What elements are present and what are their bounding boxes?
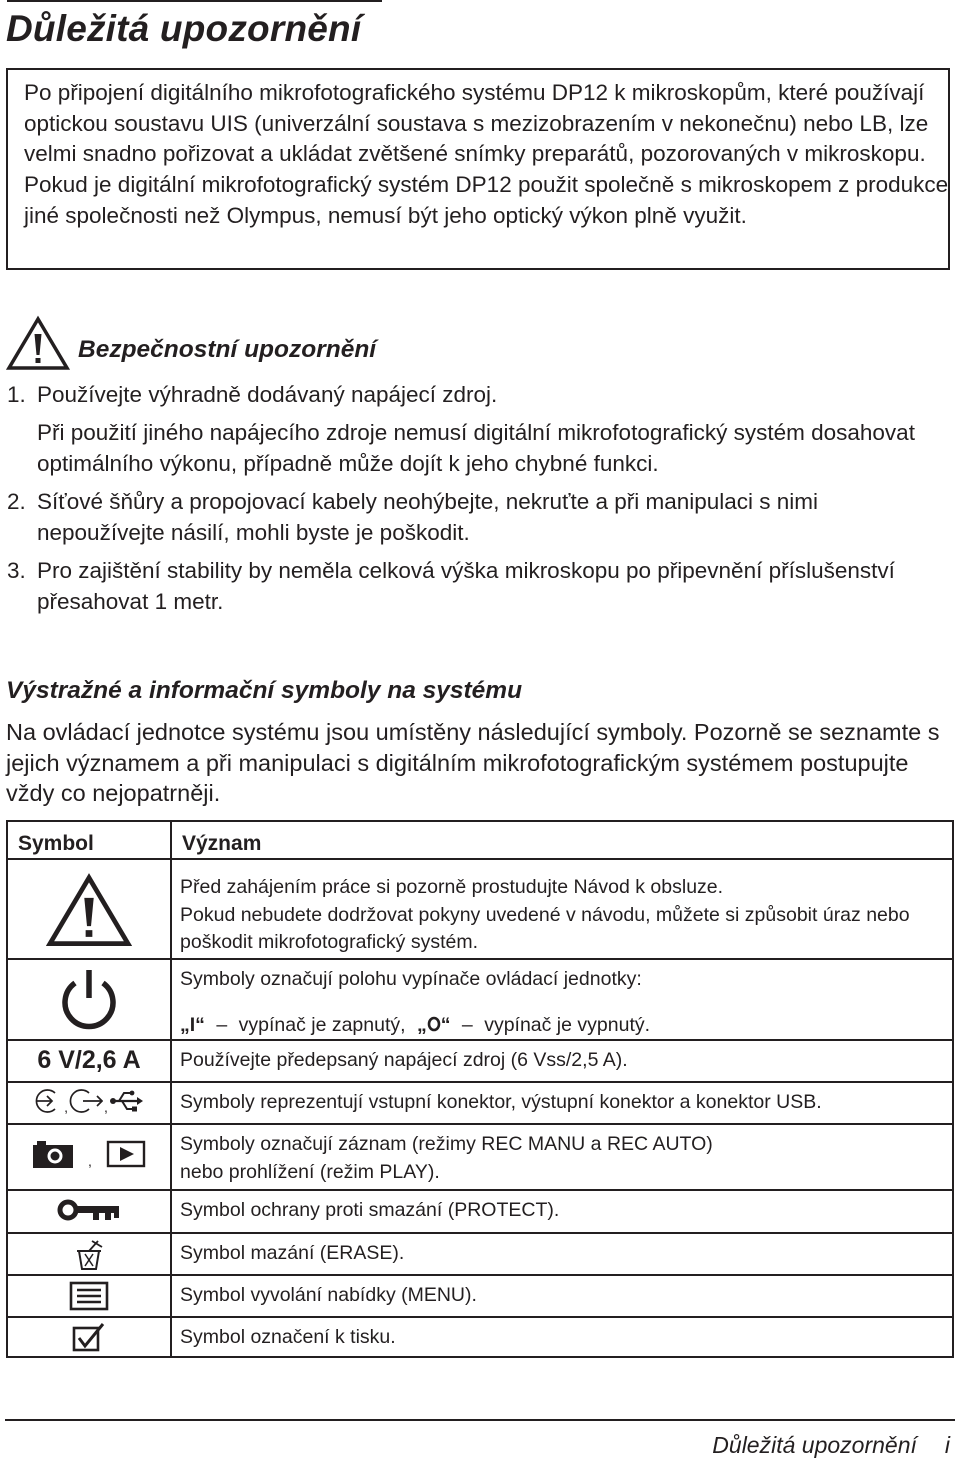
symbol-cell: [7, 859, 171, 959]
symbol-cell: , ,: [7, 1082, 171, 1124]
meaning-line: Symbol ochrany proti smazání (PROTECT).: [180, 1199, 560, 1221]
symbol-cell: [7, 1317, 171, 1357]
safety-item-number: 3.: [7, 558, 26, 583]
key-icon: [57, 1199, 121, 1223]
input-connector-icon: [35, 1087, 63, 1115]
meaning-line: Používejte předepsaný napájecí zdroj (6 Vss/2,5 A).: [180, 1049, 628, 1071]
meaning-cell: [171, 859, 953, 959]
table-row: [7, 1190, 953, 1233]
symbol-cell: [7, 1190, 171, 1233]
usb-icon: [109, 1089, 143, 1113]
play-icon: [106, 1140, 146, 1168]
on-symbol: „I“: [180, 1013, 205, 1036]
safety-item-number: 1.: [7, 382, 26, 407]
safety-item-number: 2.: [7, 489, 26, 514]
meaning-cell: [171, 1317, 953, 1357]
voltage-symbol: 6 V/2,6 A: [37, 1046, 141, 1074]
intro-text: Po připojení digitálního mikrofotografického systému DP12 k mikroskopům, které používají optickou soustavu UIS (univerzální soustava s mezizobrazením v nekonečnu) nebo LB, lze velmi snadno pořizovat a ukládat zvětšené snímky preparátů, pozorovaných v mikroskopu. Pokud je digitální mikrofotografický systém DP12 použit společně s mikroskopem z produkce jiné společnosti než Olympus, nemusí být jeho optický výkon plně využit.: [24, 80, 949, 228]
power-icon: [56, 968, 122, 1030]
safety-item-text: Síťové šňůry a propojovací kabely neohýbejte, nekruťte a při manipulaci s nimi nepoužívejte násilí, mohli byste je poškodit.: [37, 489, 819, 545]
meaning-line: Symbol vyvolání nabídky (MENU).: [180, 1284, 477, 1306]
symbols-section-intro: Na ovládací jednotce systému jsou umístěny následující symboly. Pozorně se seznamte s jejich významem a při manipulaci s digitálním mikrofotografickým systémem postupujte vždy co nejopatrněji.: [6, 719, 940, 807]
table-row: [7, 1082, 953, 1124]
symbol-cell: [7, 1275, 171, 1317]
footer: [712, 1432, 950, 1459]
off-text: vypínač je vypnutý.: [484, 1013, 651, 1036]
table-row: [7, 959, 953, 1040]
meaning-cell: [171, 1040, 953, 1082]
symbol-cell: [7, 959, 171, 1040]
page-number: i: [944, 1432, 950, 1458]
meaning-line: Symbol označení k tisku.: [180, 1326, 396, 1348]
table-row: [7, 1233, 953, 1275]
intro-box: [6, 68, 950, 270]
safety-item-text: Používejte výhradně dodávaný napájecí zdroj.: [37, 382, 498, 407]
meaning-cell: [171, 1275, 953, 1317]
safety-item-note: Při použití jiného napájecího zdroje nemusí digitální mikrofotografický systém dosahovat optimálního výkonu, případně může dojít k jeho chybné funkci.: [37, 420, 915, 476]
output-connector-icon: [69, 1087, 103, 1115]
footer-title: Důležitá upozornění: [712, 1432, 917, 1458]
meaning-line: Symboly označují záznam (režimy REC MANU a REC AUTO): [180, 1133, 713, 1155]
warning-triangle-icon: [46, 872, 132, 948]
off-circle-icon: [427, 1016, 441, 1032]
on-text: vypínač je zapnutý,: [238, 1013, 406, 1036]
symbol-cell: [7, 1040, 171, 1082]
meaning-cell: [171, 1233, 953, 1275]
symbols-table: [6, 820, 954, 1358]
footer-rule: [5, 1419, 955, 1421]
table-row: [7, 859, 953, 959]
menu-icon: [69, 1281, 109, 1311]
meaning-line: Symbol mazání (ERASE).: [180, 1242, 405, 1264]
meaning-cell: [171, 959, 953, 1040]
top-rule: [7, 0, 382, 2]
table-row: [7, 1317, 953, 1357]
meaning-cell: [171, 1082, 953, 1124]
meaning-cell: [171, 1124, 953, 1190]
symbol-cell: [7, 1233, 171, 1275]
camera-icon: [32, 1139, 74, 1169]
page-title: Důležitá upozornění: [6, 8, 362, 49]
switch-states: „I“ – vypínač je zapnutý, „ “ – vypínač je vypnutý.: [180, 1013, 651, 1036]
symbols-section-title: Výstražné a informační symboly na systému: [6, 677, 523, 704]
meaning-line: Před zahájením práce si pozorně prostudujte Návod k obsluze.: [180, 876, 724, 898]
meaning-line: Symboly označují polohu vypínače ovládací jednotky:: [180, 968, 642, 990]
meaning-line: nebo prohlížení (režim PLAY).: [180, 1160, 440, 1183]
safety-title: Bezpečnostní upozornění: [78, 336, 377, 363]
print-mark-icon: [72, 1322, 106, 1352]
warning-triangle-icon: [6, 315, 70, 371]
safety-item-text: Pro zajištění stability by neměla celková výška mikroskopu po připevnění příslušenství přesahovat 1 metr.: [37, 558, 895, 614]
table-header-row: [7, 821, 953, 859]
meaning-line: Symboly reprezentují vstupní konektor, výstupní konektor a konektor USB.: [180, 1091, 822, 1113]
meaning-cell: [171, 1190, 953, 1233]
table-row: [7, 1040, 953, 1082]
table-row: [7, 1124, 953, 1190]
table-row: [7, 1275, 953, 1317]
erase-icon: [73, 1239, 105, 1271]
meaning-line: Pokud nebudete dodržovat pokyny uvedené v návodu, můžete si způsobit úraz nebo poškodit mikrofotografický systém.: [180, 903, 910, 953]
symbol-cell: ,: [7, 1124, 171, 1190]
header-meaning: Význam: [171, 821, 953, 859]
header-symbol: Symbol: [7, 821, 171, 859]
